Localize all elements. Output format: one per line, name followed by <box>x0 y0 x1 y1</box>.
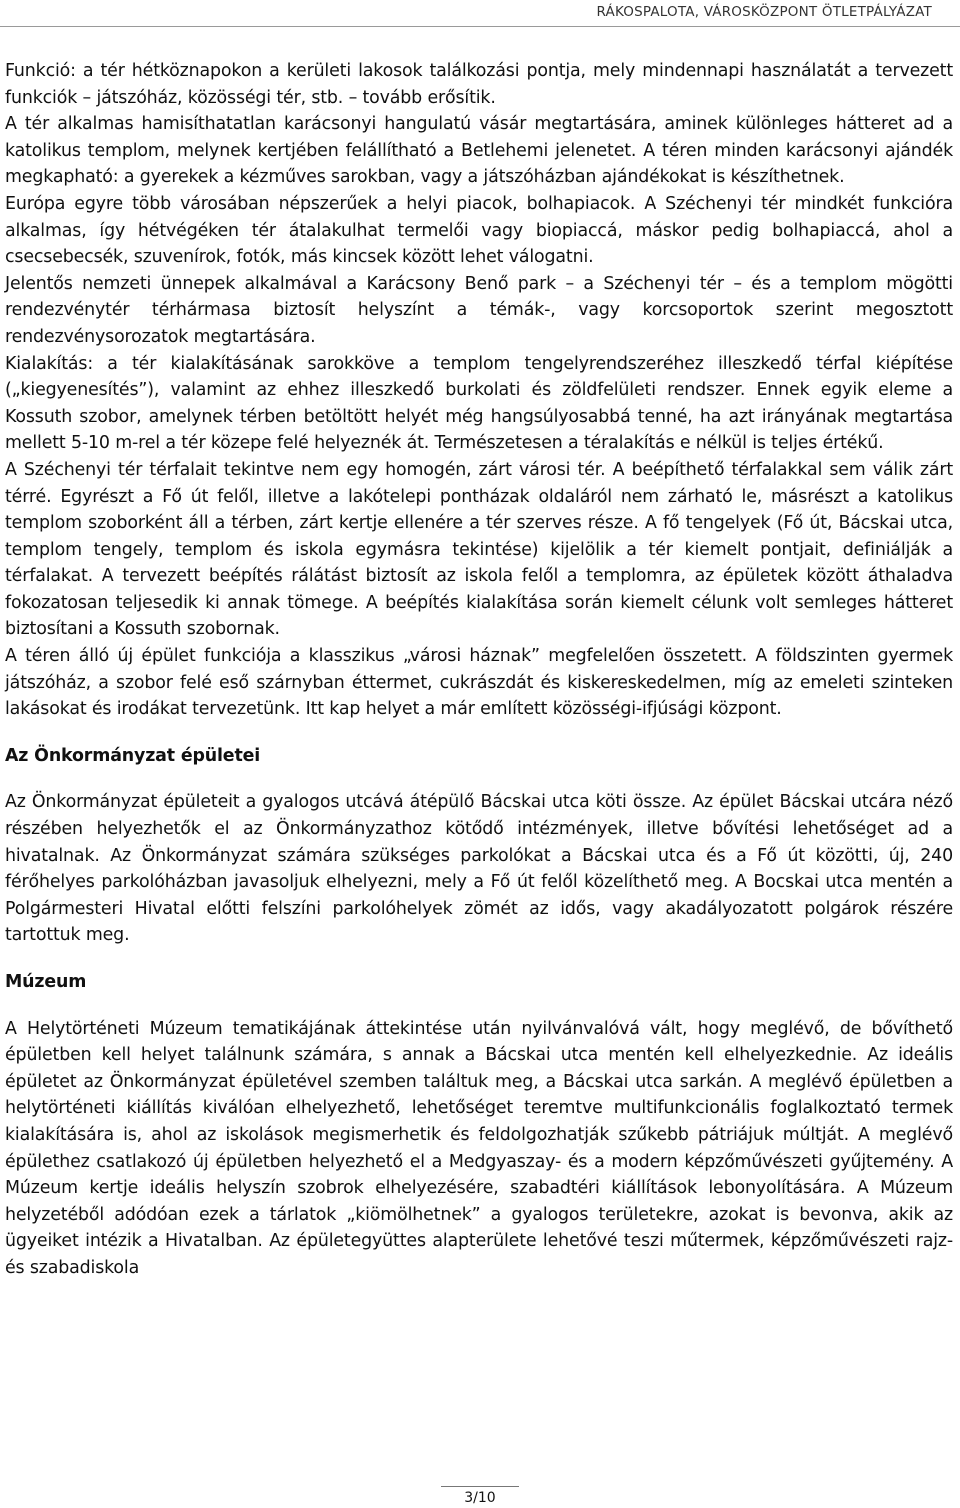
section-heading-onkormanyzat: Az Önkormányzat épületei <box>5 745 261 766</box>
page-number: 3/10 <box>464 1490 496 1506</box>
document-body <box>5 58 953 1282</box>
paragraph-piacok: Európa egyre több városában népszerűek a helyi piacok, bolhapiacok. A Széchenyi tér mindkét funkcióra alkalmas, így hétvégéken tér átalakulhat termelői vagy biopiaccá, máskor pedig bolhapiaccá, ahol a csecsebecsék, szuvenírok, fotók, más kincsek között lehet válogatni. <box>5 193 953 268</box>
paragraph-kialakitas: Kialakítás: a tér kialakításának sarokköve a templom tengelyrendszeréhez illeszkedő térfal kiépítése („kiegyenesítés”), valamint az ehhez illeszkedő burkolati és zöldfelületi rendszer. Ennek egyik eleme a Kossuth szobor, amelynek térben betöltött helyét még hangsúlyosabbá tenné, ha azt irányának megtartása mellett 5-10 m-rel a tér közepe felé helyeznék át. Természetesen a téralakítás e nélkül is teljes értékű. <box>5 353 953 454</box>
paragraph-uj-epulet: A téren álló új épület funkciója a klasszikus „városi háznak” megfelelően összetett. A földszinten gyermek játszóház, a szobor felé eső szárnyban éttermet, cukrászdát és kiskereskedelmen, míg az emeleti szinteken lakásokat és irodákat tervezetünk. Itt kap helyet a már említett közösségi-ifjúsági központ. <box>5 646 953 720</box>
header-rule <box>0 26 960 27</box>
footer-rule <box>441 1486 519 1487</box>
paragraph-karacsonyi-vasar: A tér alkalmas hamisíthatatlan karácsonyi hangulatú vásár megtartására, aminek különleges hátteret ad a katolikus templom, melynek kertjében felállítható a Betlehemi jelenetet. A téren minden karácsonyi ajándék megkapható: a gyerekek a kézműves sarokban, vagy a játszóházban ajándékokat is készíthetnek. <box>5 114 953 188</box>
paragraph-funkcio: Funkció: a tér hétköznapokon a kerületi lakosok találkozási pontja, mely mindennapi használatát a tervezett funkciók – játszóház, közösségi tér, stb. – tovább erősítik. <box>5 61 953 108</box>
paragraph-muzeum: A Helytörténeti Múzeum tematikájának áttekintése után nyilvánvalóvá vált, hogy meglévő, de bővíthető épületben kell helyet találnunk számára, s annak a Bácskai utca mentén kell elhelyezkednie. Az ideális épületet az Önkormányzat épületével szemben találtuk meg, a Bácskai utca sarkán. A meglévő épületben a helytörténeti kiállítás kiválóan elhelyezhető, lehetőséget teremtve multifunkcionális foglalkoztató termek kialakítására is, ahol az iskolások megismerhetik és feldolgozhatják szűkebb pátriájuk múltját. A meglévő épülethez csatlakozó új épületben helyezhető el a Medgyaszay- és a modern képzőművészeti gyűjtemény. A Múzeum kertje ideális helyszín szobrok elhelyezésére, szabadtéri kiállítások lebonyolítására. A Múzeum helyzetéből adódóan ezek a tárlatok „kiömölhetnek” a gyalogos területekre, azokat is bevonva, akik az ügyeiket intézik a Hivatalban. Az épületegyüttes alapterülete lehetővé teszi műtermek, képzőművészeti rajz- és szabadiskola <box>5 1018 953 1278</box>
paragraph-unnepek: Jelentős nemzeti ünnepek alkalmával a Karácsony Benő park – a Széchenyi tér – és a templom mögötti rendezvénytér térhármasa biztosít helyszínt a témák-, vagy korcsoportok szerint megosztott rendezvénysorozatok megtartására. <box>5 273 953 347</box>
section-heading-muzeum: Múzeum <box>5 972 87 992</box>
paragraph-terfalak: A Széchenyi tér térfalait tekintve nem egy homogén, zárt városi tér. A beépíthető térfalakkal sem válik zárt térré. Egyrészt a Fő út felől, illetve a lakótelepi pontházak oldaláról nem zárható le, másrészt a katolikus templom szoborként áll a térben, zárt kertje ellenére a tér szerves része. A fő tengelyek (Fő út, Bácskai utca, templom tengely, templom és iskola egymásra tekintése) kijelölik a tér kiemelt pontjait, definiálják a térfalakat. A tervezett beépítés rálátást biztosít az iskola felől a templomra, az épületek között áthaladva fokozatosan teljesedik ki annak tömege. A beépítés kialakítása során kiemelt célunk volt semleges hátteret biztosítani a Kossuth szobornak. <box>5 459 953 640</box>
paragraph-onkormanyzat: Az Önkormányzat épületeit a gyalogos utcává átépülő Bácskai utca köti össze. Az épület Bácskai utcára néző részében helyezhetők el az Önkormányzathoz kötődő intézmények, illetve bővítési lehetőséget ad a hivatalnak. Az Önkormányzat számára szükséges parkolókat a Bácskai utca és a Fő út közötti, új, 240 férőhelyes parkolóházban javasoljuk elhelyezni, mely a Fő út felől közelíthető meg. A Bocskai utca mentén a Polgármesteri Hivatal előtti felszíni parkolóhelyek zömét az idős, vagy akadályozatott polgárok részére tartottuk meg. <box>5 792 953 946</box>
running-header: RÁKOSPALOTA, VÁROSKÖZPONT ÖTLETPÁLYÁZAT <box>596 4 932 20</box>
